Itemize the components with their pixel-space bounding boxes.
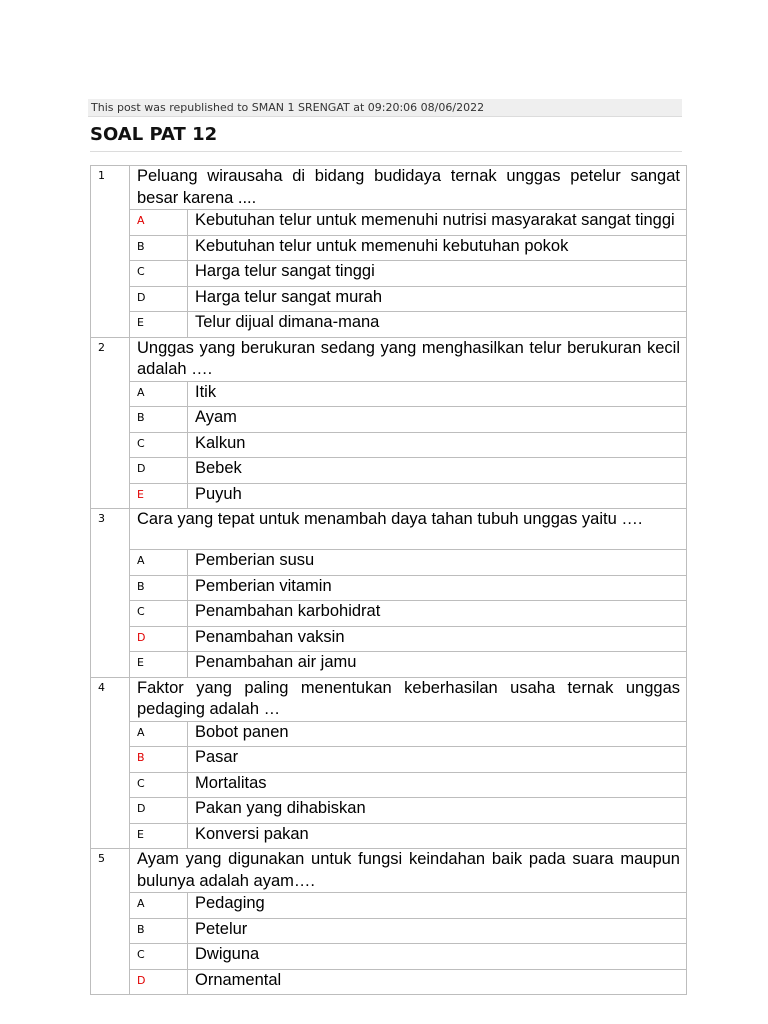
option-letter: A xyxy=(130,381,188,407)
option-text: Bobot panen xyxy=(188,721,687,747)
option-letter: E xyxy=(130,652,188,678)
option-text: Mortalitas xyxy=(188,772,687,798)
option-row xyxy=(91,944,687,970)
option-row xyxy=(91,893,687,919)
option-letter: B xyxy=(130,235,188,261)
option-text: Penambahan karbohidrat xyxy=(188,601,687,627)
option-text: Petelur xyxy=(188,918,687,944)
answer-key-letter: E xyxy=(130,483,188,509)
option-letter: D xyxy=(130,798,188,824)
option-row xyxy=(91,601,687,627)
option-row xyxy=(91,210,687,236)
option-text: Dwiguna xyxy=(188,944,687,970)
option-row xyxy=(91,652,687,678)
question-row xyxy=(91,509,687,550)
option-row xyxy=(91,407,687,433)
option-row xyxy=(91,721,687,747)
option-row xyxy=(91,969,687,995)
option-text: Pemberian susu xyxy=(188,550,687,576)
answer-key-letter: B xyxy=(130,747,188,773)
option-letter: C xyxy=(130,944,188,970)
option-row xyxy=(91,432,687,458)
option-text: Bebek xyxy=(188,458,687,484)
option-row xyxy=(91,823,687,849)
question-row xyxy=(91,337,687,381)
option-row xyxy=(91,381,687,407)
option-text: Penambahan air jamu xyxy=(188,652,687,678)
option-row xyxy=(91,261,687,287)
option-letter: C xyxy=(130,601,188,627)
question-text: Cara yang tepat untuk menambah daya tahan tubuh unggas yaitu …. xyxy=(130,509,687,550)
option-letter: D xyxy=(130,286,188,312)
option-row xyxy=(91,458,687,484)
option-text: Pedaging xyxy=(188,893,687,919)
option-row xyxy=(91,483,687,509)
option-letter: C xyxy=(130,772,188,798)
option-row xyxy=(91,286,687,312)
option-text: Pakan yang dihabiskan xyxy=(188,798,687,824)
option-row xyxy=(91,235,687,261)
option-letter: E xyxy=(130,312,188,338)
option-row xyxy=(91,747,687,773)
option-text: Harga telur sangat murah xyxy=(188,286,687,312)
option-row xyxy=(91,312,687,338)
question-row xyxy=(91,677,687,721)
option-text: Harga telur sangat tinggi xyxy=(188,261,687,287)
option-row xyxy=(91,550,687,576)
option-text: Telur dijual dimana-mana xyxy=(188,312,687,338)
answer-key-letter: D xyxy=(130,626,188,652)
question-text: Faktor yang paling menentukan keberhasilan usaha ternak unggas pedaging adalah … xyxy=(130,677,687,721)
option-letter: A xyxy=(130,721,188,747)
option-text: Ayam xyxy=(188,407,687,433)
option-row xyxy=(91,798,687,824)
option-row xyxy=(91,626,687,652)
option-letter: E xyxy=(130,823,188,849)
question-number: 3 xyxy=(91,509,130,678)
question-text: Ayam yang digunakan untuk fungsi keindahan baik pada suara maupun bulunya adalah ayam…. xyxy=(130,849,687,893)
option-text: Kebutuhan telur untuk memenuhi kebutuhan pokok xyxy=(188,235,687,261)
option-text: Kalkun xyxy=(188,432,687,458)
question-text: Peluang wirausaha di bidang budidaya ternak unggas petelur sangat besar karena .... xyxy=(130,166,687,210)
option-letter: B xyxy=(130,407,188,433)
option-letter: A xyxy=(130,893,188,919)
option-text: Kebutuhan telur untuk memenuhi nutrisi masyarakat sangat tinggi xyxy=(188,210,687,236)
answer-key-letter: D xyxy=(130,969,188,995)
option-letter: B xyxy=(130,918,188,944)
option-letter: C xyxy=(130,432,188,458)
question-number: 1 xyxy=(91,166,130,338)
option-letter: C xyxy=(130,261,188,287)
page-title: SOAL PAT 12 xyxy=(90,124,682,152)
question-text: Unggas yang berukuran sedang yang menghasilkan telur berukuran kecil adalah …. xyxy=(130,337,687,381)
option-text: Itik xyxy=(188,381,687,407)
option-row xyxy=(91,772,687,798)
option-text: Ornamental xyxy=(188,969,687,995)
option-letter: D xyxy=(130,458,188,484)
question-number: 2 xyxy=(91,337,130,509)
republished-note: This post was republished to SMAN 1 SRENGAT at 09:20:06 08/06/2022 xyxy=(88,99,682,117)
question-number: 4 xyxy=(91,677,130,849)
question-table xyxy=(90,165,687,995)
question-row xyxy=(91,166,687,210)
option-text: Konversi pakan xyxy=(188,823,687,849)
option-letter: B xyxy=(130,575,188,601)
option-row xyxy=(91,575,687,601)
option-text: Puyuh xyxy=(188,483,687,509)
question-row xyxy=(91,849,687,893)
option-text: Pemberian vitamin xyxy=(188,575,687,601)
option-letter: A xyxy=(130,550,188,576)
option-text: Pasar xyxy=(188,747,687,773)
option-text: Penambahan vaksin xyxy=(188,626,687,652)
answer-key-letter: A xyxy=(130,210,188,236)
option-row xyxy=(91,918,687,944)
question-number: 5 xyxy=(91,849,130,995)
